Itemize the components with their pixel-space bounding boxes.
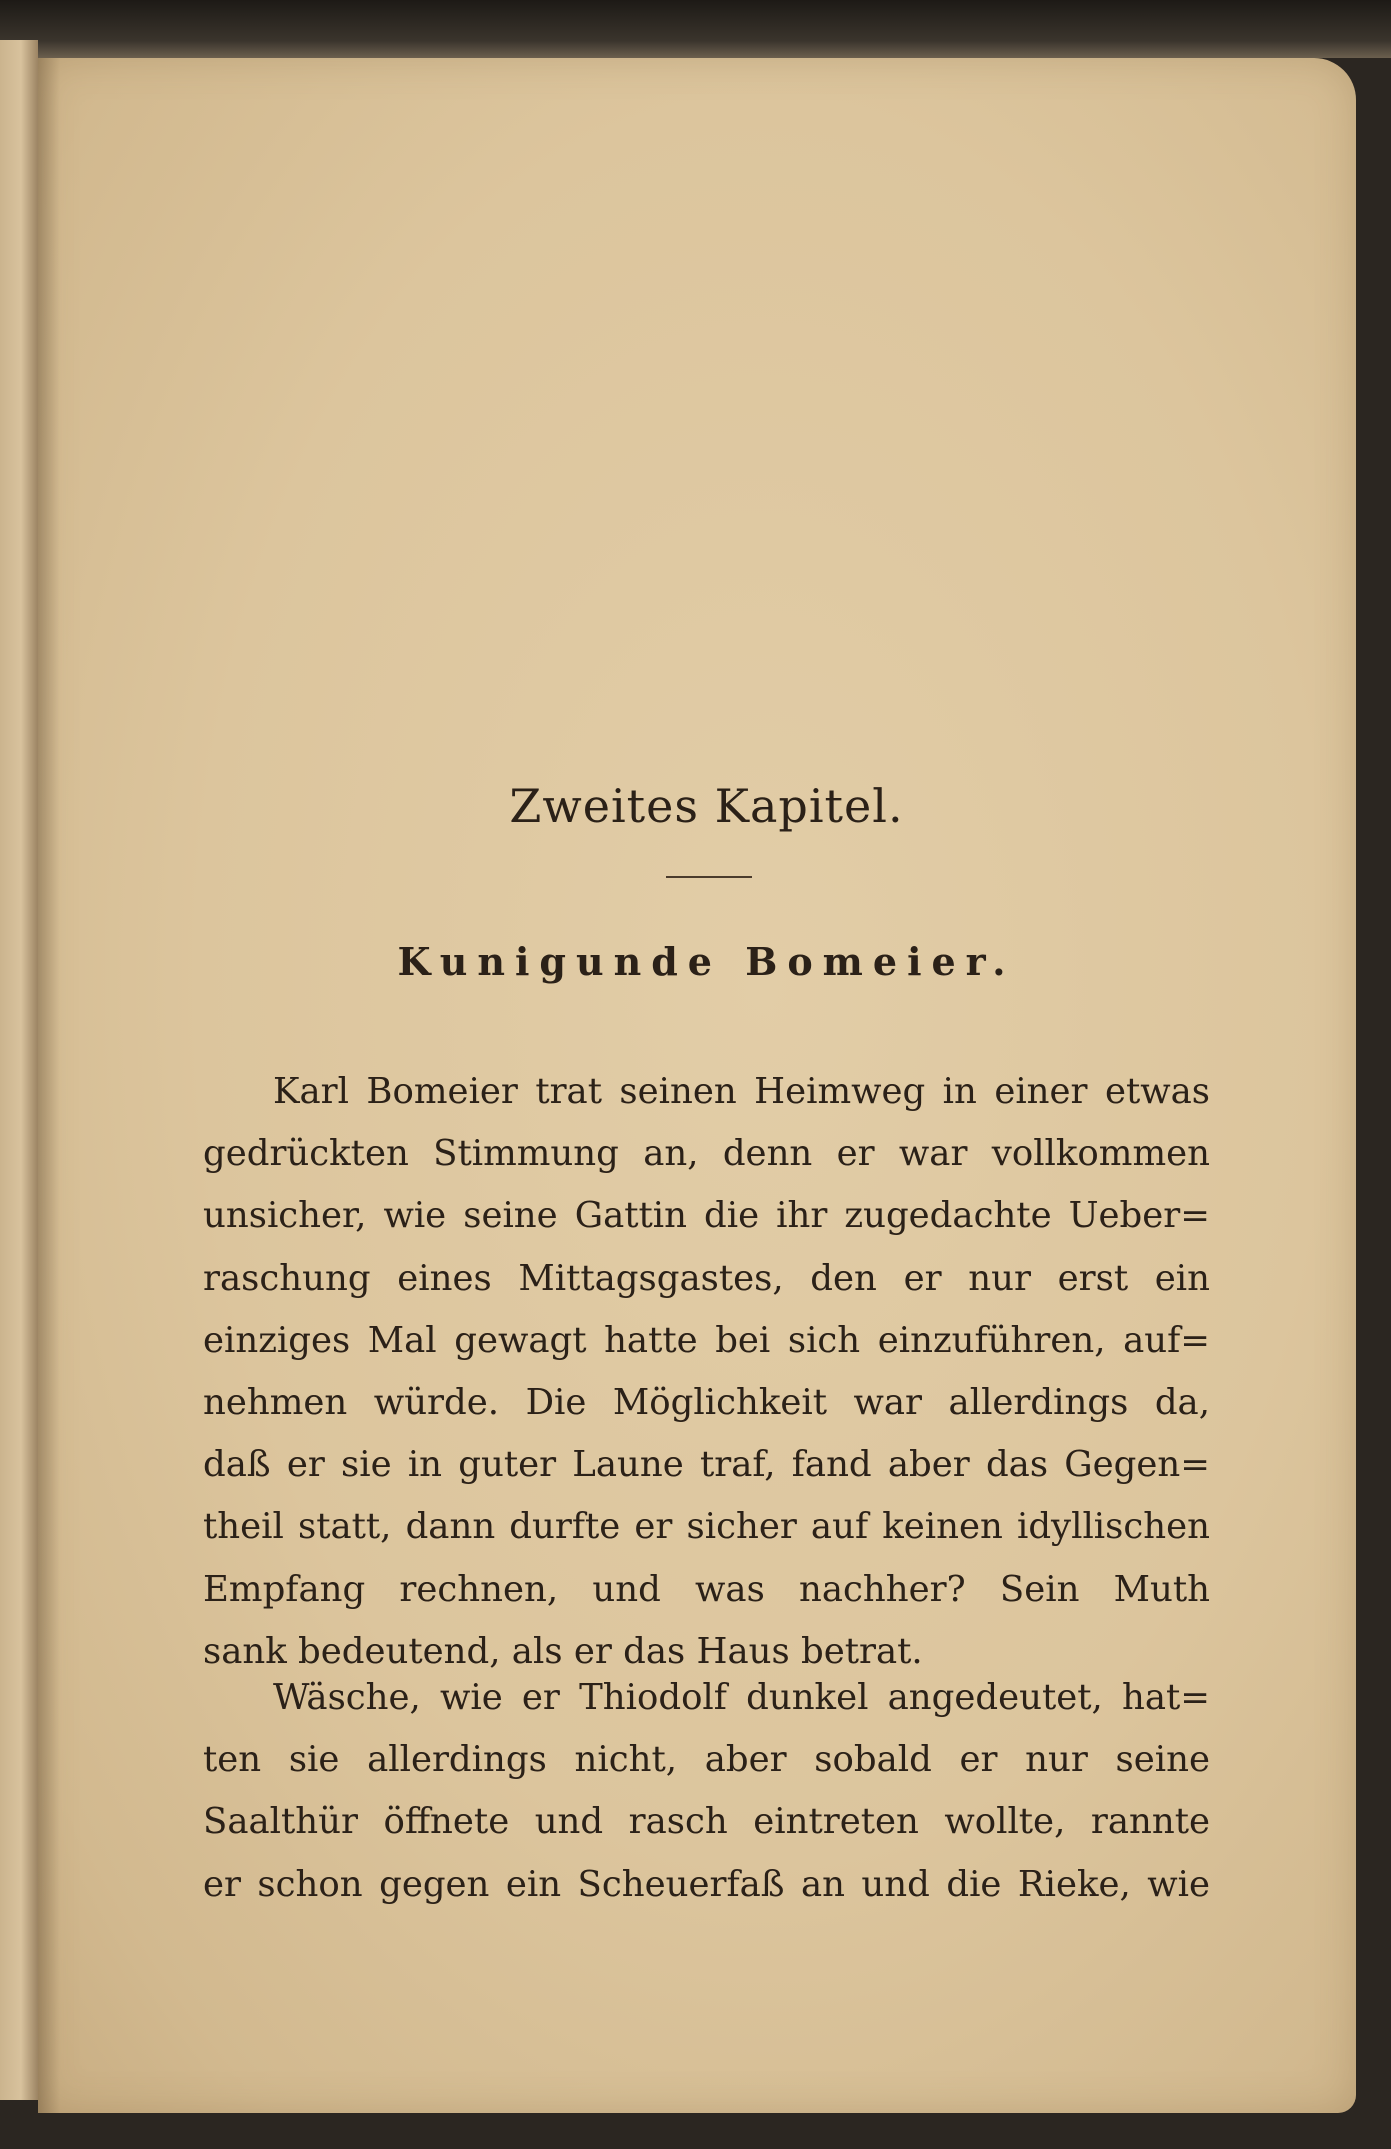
text-line: raschung eines Mittagsgastes, den er nur erst ein xyxy=(203,1257,1210,1299)
text-line: Saalthür öffnete und rasch eintreten wollte, rannte xyxy=(203,1801,1210,1843)
text-line: theil statt, dann durfte er sicher auf keinen idyllischen xyxy=(203,1506,1210,1548)
book-binding-edge xyxy=(0,40,38,2100)
book-page xyxy=(38,58,1356,2113)
paragraph-1 xyxy=(203,1061,1210,1683)
text-line: einziges Mal gewagt hatte bei sich einzuführen, auf= xyxy=(203,1319,1210,1361)
book-top-edge xyxy=(0,0,1391,58)
chapter-title: Zweites Kapitel. xyxy=(509,779,904,833)
gutter-shadow xyxy=(38,58,60,2113)
text-line: gedrückten Stimmung an, denn er war vollkommen xyxy=(203,1133,1210,1175)
text-line: nehmen würde. Die Möglichkeit war allerdings da, xyxy=(203,1382,1210,1424)
text-line: unsicher, wie seine Gattin die ihr zugedachte Ueber= xyxy=(203,1195,1210,1237)
text-line: Karl Bomeier trat seinen Heimweg in einer etwas xyxy=(273,1071,1210,1112)
title-divider xyxy=(666,876,752,878)
text-line: ten sie allerdings nicht, aber sobald er nur seine xyxy=(203,1739,1210,1781)
text-line: Wäsche, wie er Thiodolf dunkel angedeutet, hat= xyxy=(273,1677,1210,1718)
text-line: er schon gegen ein Scheuerfaß an und die Rieke, wie xyxy=(203,1863,1210,1905)
text-line: daß er sie in guter Laune traf, fand aber das Gegen= xyxy=(203,1444,1210,1486)
text-line: sank bedeutend, als er das Haus betrat. xyxy=(203,1630,923,1672)
paragraph-2 xyxy=(203,1667,1210,1916)
chapter-subtitle: Kunigunde Bomeier. xyxy=(397,939,1016,984)
text-line: Empfang rechnen, und was nachher? Sein Muth xyxy=(203,1568,1210,1610)
